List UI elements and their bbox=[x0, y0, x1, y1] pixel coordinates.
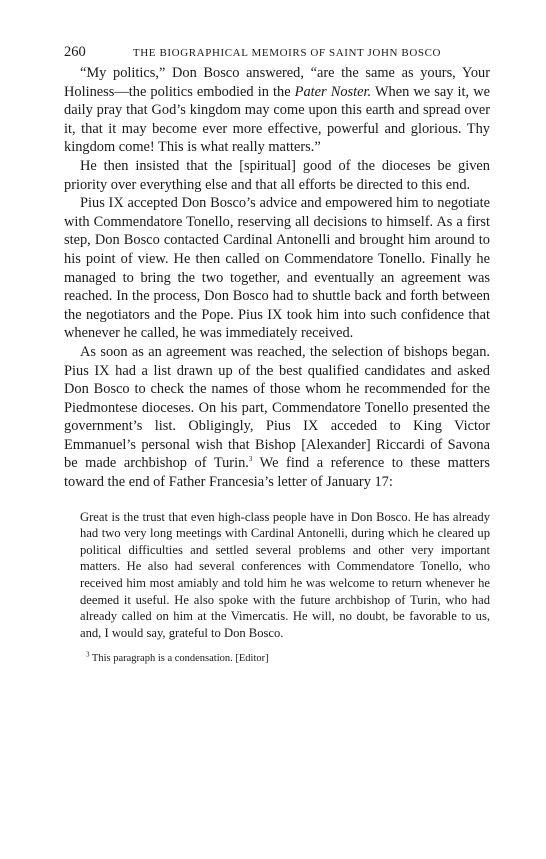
footnote-text: This paragraph is a condensation. [Editor] bbox=[89, 653, 269, 665]
pater-noster-italic: Pater Noster. bbox=[294, 83, 372, 100]
block-quote bbox=[64, 509, 490, 642]
footnote bbox=[64, 652, 490, 666]
paragraph-3: Pius IX accepted Don Bosco’s advice and empowered him to negotiate with Commendatore Tonello, reserving all decisions to himself. As a first step, Don Bosco contacted Cardinal Antonelli and brought him around to his point of view. He then called on Commendatore Tonello. Finally he managed to bring the two together, and eventually an agreement was reached. In the process, Don Bosco had to shuttle back and forth between the negotiators and the Pope. Pius IX took him into such confidence that whenever he called, he was immediately received. bbox=[64, 195, 490, 342]
running-head: THE BIOGRAPHICAL MEMOIRS OF SAINT JOHN BOSCO bbox=[132, 47, 442, 59]
body-text bbox=[64, 64, 490, 492]
page-number: 260 bbox=[64, 44, 86, 60]
paragraph-1: “My politics,” Don Bosco answered, “are the same as yours, Your Holiness—the politics embodied in the Pater Noster. When we say it, we daily pray that God’s kingdom may come upon this earth and spread over it, that it may become ever more effective, powerful and glorious. Thy kingdom come! This is what really matters.” bbox=[64, 65, 490, 156]
quote-text: Great is the trust that even high-class people have in Don Bosco. He has already had two very long meetings with Cardinal Antonelli, during which he cleared up political difficulties and settled several problems and other very important matters. He also had several conferences with Commendatore Tonello, who received him most amiably and told him he was welcome to return whenever he deemed it useful. He also spoke with the future archbishop of Turin, who had already called on him at the Vimercatis. He will, no doubt, be favorable to us, and, I would say, grateful to Don Bosco. bbox=[80, 509, 490, 640]
book-page bbox=[64, 44, 490, 666]
page-header bbox=[64, 44, 490, 64]
paragraph-2: He then insisted that the [spiritual] good of the dioceses be given priority over everything else and that all efforts be directed to this end. bbox=[64, 157, 490, 193]
footnote-reference: 3 bbox=[248, 455, 253, 464]
paragraph-4: As soon as an agreement was reached, the selection of bishops began. Pius IX had a list drawn up of the best qualified candidates and asked Don Bosco to check the names of those whom he recommended for the Piedmontese dioceses. On his part, Commendatore Tonello presented the government’s list. Obligingly, Pius IX acceded to King Victor Emmanuel’s personal wish that Bishop [Alexander] Riccardi of Savona be made archbishop of Turin.$^3$ We find a reference to these matters toward the end of Father Francesia’s letter of January 17: bbox=[64, 343, 490, 491]
footnote-marker: 3 bbox=[86, 650, 90, 659]
